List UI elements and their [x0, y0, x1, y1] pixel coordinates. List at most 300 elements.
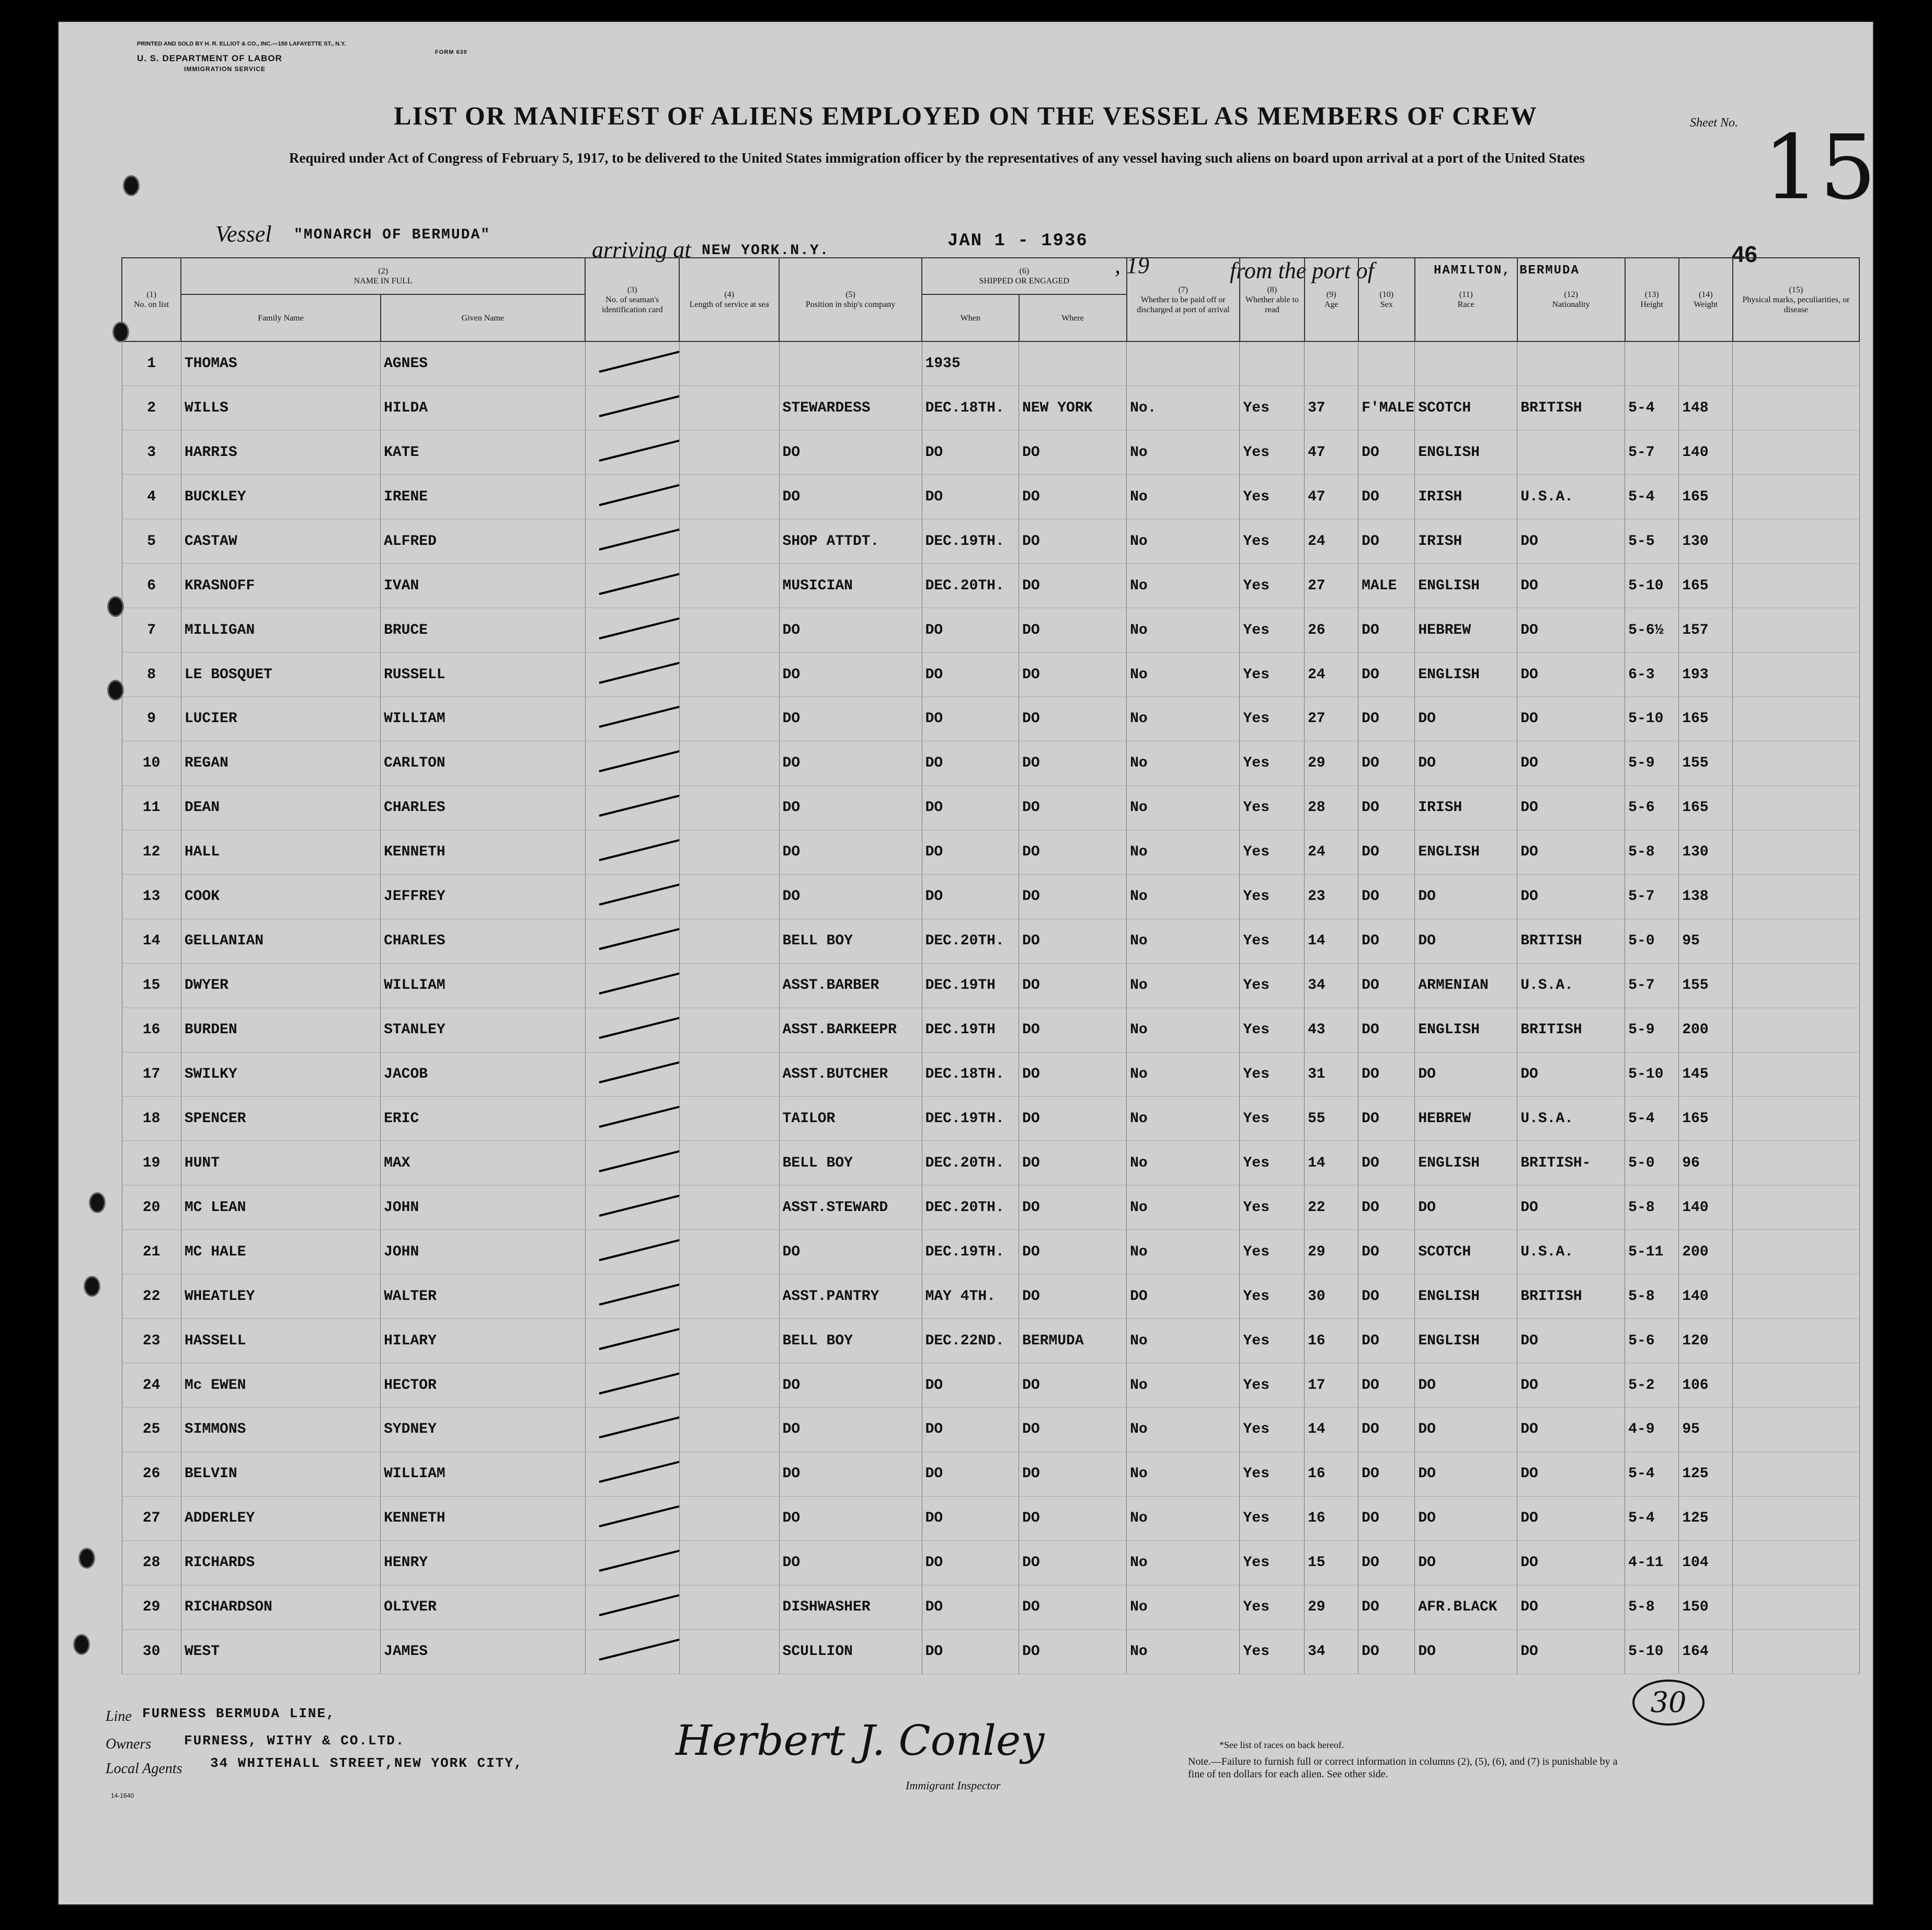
physical-marks — [1733, 1230, 1859, 1274]
id-card-mark — [585, 430, 679, 475]
table-row — [122, 1008, 1859, 1052]
page-title: LIST OR MANIFEST OF ALIENS EMPLOYED ON THE VESSEL AS MEMBERS OF CREW — [394, 101, 1538, 130]
able-to-read: Yes — [1240, 741, 1305, 785]
paid-off: No — [1127, 1363, 1240, 1408]
table-row — [122, 1230, 1859, 1274]
row-number: 17 — [122, 1052, 181, 1097]
age: 43 — [1305, 1008, 1358, 1052]
table-row — [122, 919, 1859, 963]
paid-off: No. — [1127, 386, 1240, 430]
shipped-where: DO — [1019, 1052, 1127, 1097]
nationality: BRITISH — [1517, 386, 1625, 430]
physical-marks — [1733, 1097, 1859, 1141]
given-name: WILLIAM — [381, 963, 586, 1008]
height: 5-8 — [1625, 1585, 1679, 1629]
able-to-read: Yes — [1240, 1230, 1305, 1274]
height: 5-8 — [1625, 1185, 1679, 1230]
col-family-name-header: Family Name — [181, 294, 380, 341]
paid-off: No — [1127, 697, 1240, 741]
check-mark-stroke — [589, 390, 680, 421]
sex: DO — [1358, 475, 1415, 519]
sex: DO — [1358, 1408, 1415, 1452]
page-number: 46 — [1732, 242, 1757, 267]
age: 16 — [1305, 1452, 1358, 1496]
col-age-header: (9) Age — [1305, 258, 1358, 341]
shipped-when: DEC.19TH — [922, 963, 1019, 1008]
given-name: WILLIAM — [381, 1452, 586, 1496]
paid-off: No — [1127, 874, 1240, 919]
id-card-mark — [585, 475, 679, 519]
position: MUSICIAN — [779, 564, 922, 608]
row-number: 3 — [122, 430, 181, 475]
shipped-when: DO — [922, 430, 1019, 475]
race: ENGLISH — [1415, 1141, 1517, 1185]
race: DO — [1415, 1052, 1517, 1097]
able-to-read: Yes — [1240, 430, 1305, 475]
sex: DO — [1358, 608, 1415, 653]
sex — [1358, 341, 1415, 386]
table-row — [122, 785, 1859, 830]
service-length — [679, 1052, 779, 1097]
table-row — [122, 1408, 1859, 1452]
service-length — [679, 608, 779, 653]
height: 5-10 — [1625, 697, 1679, 741]
table-row — [122, 963, 1859, 1008]
sex: DO — [1358, 1008, 1415, 1052]
table-row — [122, 475, 1859, 519]
physical-marks — [1733, 785, 1859, 830]
sex: DO — [1358, 1185, 1415, 1230]
race: DO — [1415, 1185, 1517, 1230]
weight: 96 — [1679, 1141, 1733, 1185]
age: 27 — [1305, 697, 1358, 741]
paid-off: No — [1127, 1141, 1240, 1185]
family-name: DWYER — [181, 963, 380, 1008]
weight: 145 — [1679, 1052, 1733, 1097]
able-to-read: Yes — [1240, 963, 1305, 1008]
vessel-label: Vessel — [215, 221, 272, 247]
able-to-read: Yes — [1240, 1052, 1305, 1097]
shipped-where: DO — [1019, 741, 1127, 785]
race: IRISH — [1415, 475, 1517, 519]
shipped-where: NEW YORK — [1019, 386, 1127, 430]
table-row — [122, 1585, 1859, 1629]
able-to-read: Yes — [1240, 1008, 1305, 1052]
able-to-read: Yes — [1240, 1540, 1305, 1585]
sex: DO — [1358, 874, 1415, 919]
shipped-where: DO — [1019, 1097, 1127, 1141]
service-length — [679, 697, 779, 741]
paid-off: No — [1127, 475, 1240, 519]
shipped-when: DEC.20TH. — [922, 1141, 1019, 1185]
physical-marks — [1733, 830, 1859, 874]
nationality: DO — [1517, 1319, 1625, 1363]
sex: DO — [1358, 653, 1415, 697]
height: 5-11 — [1625, 1230, 1679, 1274]
age: 47 — [1305, 430, 1358, 475]
position: DO — [779, 785, 922, 830]
sex: DO — [1358, 919, 1415, 963]
shipped-when: DO — [922, 830, 1019, 874]
sheet-number: 15 — [1763, 116, 1877, 220]
shipped-where: DO — [1019, 830, 1127, 874]
fine-note: Note.—Failure to furnish full or correct information in columns (2), (5), (6), and (7) is punishable by a fine of ten dollars for each alien. See other side. — [1188, 1756, 1618, 1780]
family-name: GELLANIAN — [181, 919, 380, 963]
id-card-mark — [585, 1408, 679, 1452]
height: 4-9 — [1625, 1408, 1679, 1452]
id-card-mark — [585, 697, 679, 741]
shipped-when: DEC.18TH. — [922, 386, 1019, 430]
nationality: DO — [1517, 1052, 1625, 1097]
table-row — [122, 341, 1859, 386]
shipped-when: DEC.22ND. — [922, 1319, 1019, 1363]
height: 5-0 — [1625, 919, 1679, 963]
arriving-label: arriving at — [592, 237, 691, 262]
weight: 130 — [1679, 519, 1733, 564]
id-card-mark — [585, 785, 679, 830]
shipped-when: DO — [922, 1540, 1019, 1585]
shipped-when: DO — [922, 1408, 1019, 1452]
physical-marks — [1733, 1629, 1859, 1674]
position: DO — [779, 1363, 922, 1408]
col-marks-header: (15) Physical marks, peculiarities, or disease — [1733, 258, 1859, 341]
shipped-where: DO — [1019, 919, 1127, 963]
position: DO — [779, 653, 922, 697]
id-card-mark — [585, 1097, 679, 1141]
check-mark-stroke — [589, 1589, 680, 1620]
col-when-header: When — [922, 294, 1019, 341]
sex: DO — [1358, 1629, 1415, 1674]
nationality: DO — [1517, 874, 1625, 919]
given-name: SYDNEY — [381, 1408, 586, 1452]
able-to-read: Yes — [1240, 1585, 1305, 1629]
table-row — [122, 1363, 1859, 1408]
age: 27 — [1305, 564, 1358, 608]
able-to-read: Yes — [1240, 1496, 1305, 1540]
given-name: KENNETH — [381, 830, 586, 874]
shipped-where: DO — [1019, 1008, 1127, 1052]
family-name: MC HALE — [181, 1230, 380, 1274]
nationality: DO — [1517, 1185, 1625, 1230]
able-to-read: Yes — [1240, 475, 1305, 519]
nationality: BRITISH — [1517, 919, 1625, 963]
nationality: BRITISH — [1517, 1008, 1625, 1052]
age — [1305, 341, 1358, 386]
height: 5-4 — [1625, 475, 1679, 519]
position: BELL BOY — [779, 1141, 922, 1185]
row-number: 27 — [122, 1496, 181, 1540]
paid-off: No — [1127, 1496, 1240, 1540]
shipped-where: DO — [1019, 1452, 1127, 1496]
check-mark-stroke — [589, 346, 680, 377]
race: DO — [1415, 874, 1517, 919]
check-mark-stroke — [589, 523, 680, 555]
check-mark-stroke — [589, 745, 680, 776]
department-name: U. S. DEPARTMENT OF LABOR — [137, 53, 282, 63]
shipped-where: DO — [1019, 1540, 1127, 1585]
physical-marks — [1733, 1141, 1859, 1185]
check-mark-stroke — [589, 1456, 680, 1487]
races-note: *See list of races on back hereof. — [1219, 1740, 1344, 1750]
table-row — [122, 1052, 1859, 1097]
form-code: 14-1640 — [111, 1792, 134, 1799]
row-number: 2 — [122, 386, 181, 430]
id-card-mark — [585, 919, 679, 963]
able-to-read: Yes — [1240, 1274, 1305, 1319]
paid-off: No — [1127, 1230, 1240, 1274]
binder-hole — [78, 1548, 95, 1569]
shipped-where: DO — [1019, 874, 1127, 919]
row-number: 11 — [122, 785, 181, 830]
family-name: HUNT — [181, 1141, 380, 1185]
family-name: LE BOSQUET — [181, 653, 380, 697]
height: 5-4 — [1625, 1097, 1679, 1141]
race: SCOTCH — [1415, 386, 1517, 430]
sex: DO — [1358, 830, 1415, 874]
given-name: OLIVER — [381, 1585, 586, 1629]
service-length — [679, 1274, 779, 1319]
paid-off — [1127, 341, 1240, 386]
age: 29 — [1305, 1585, 1358, 1629]
height: 5-8 — [1625, 1274, 1679, 1319]
id-card-mark — [585, 963, 679, 1008]
agents-label: Local Agents — [106, 1761, 182, 1777]
check-mark-stroke — [589, 1411, 680, 1443]
race: ARMENIAN — [1415, 963, 1517, 1008]
row-number: 16 — [122, 1008, 181, 1052]
nationality: U.S.A. — [1517, 475, 1625, 519]
age: 23 — [1305, 874, 1358, 919]
age: 29 — [1305, 741, 1358, 785]
check-mark-stroke — [589, 1367, 680, 1399]
family-name: BURDEN — [181, 1008, 380, 1052]
table-row — [122, 386, 1859, 430]
able-to-read: Yes — [1240, 1319, 1305, 1363]
race: AFR.BLACK — [1415, 1585, 1517, 1629]
service-length — [679, 1097, 779, 1141]
sex: DO — [1358, 1097, 1415, 1141]
given-name: KATE — [381, 430, 586, 475]
nationality: BRITISH- — [1517, 1141, 1625, 1185]
able-to-read: Yes — [1240, 386, 1305, 430]
age: 34 — [1305, 1629, 1358, 1674]
given-name: KENNETH — [381, 1496, 586, 1540]
check-mark-stroke — [589, 701, 680, 732]
shipped-where: DO — [1019, 430, 1127, 475]
family-name: THOMAS — [181, 341, 380, 386]
position: DO — [779, 1230, 922, 1274]
check-mark-stroke — [589, 834, 680, 865]
age: 28 — [1305, 785, 1358, 830]
family-name: ADDERLEY — [181, 1496, 380, 1540]
owners: FURNESS, WITHY & CO.LTD. — [184, 1733, 405, 1749]
able-to-read: Yes — [1240, 1141, 1305, 1185]
height: 5-6½ — [1625, 608, 1679, 653]
physical-marks — [1733, 1185, 1859, 1230]
able-to-read: Yes — [1240, 1408, 1305, 1452]
shipped-when: DEC.19TH. — [922, 1230, 1019, 1274]
race: DO — [1415, 1629, 1517, 1674]
service-length — [679, 919, 779, 963]
row-number: 21 — [122, 1230, 181, 1274]
shipped-when: MAY 4TH. — [922, 1274, 1019, 1319]
physical-marks — [1733, 1496, 1859, 1540]
given-name: RUSSELL — [381, 653, 586, 697]
sex: DO — [1358, 697, 1415, 741]
paid-off: No — [1127, 608, 1240, 653]
given-name: ERIC — [381, 1097, 586, 1141]
service-name: IMMIGRATION SERVICE — [184, 65, 266, 73]
able-to-read: Yes — [1240, 785, 1305, 830]
service-length — [679, 1185, 779, 1230]
height: 5-6 — [1625, 1319, 1679, 1363]
age: 24 — [1305, 653, 1358, 697]
shipped-where: BERMUDA — [1019, 1319, 1127, 1363]
position: DO — [779, 741, 922, 785]
weight: 148 — [1679, 386, 1733, 430]
age: 22 — [1305, 1185, 1358, 1230]
given-name: STANLEY — [381, 1008, 586, 1052]
check-mark-stroke — [589, 1190, 680, 1221]
row-number: 22 — [122, 1274, 181, 1319]
paid-off: No — [1127, 1585, 1240, 1629]
given-name: IRENE — [381, 475, 586, 519]
nationality: U.S.A. — [1517, 1230, 1625, 1274]
able-to-read: Yes — [1240, 830, 1305, 874]
row-number: 19 — [122, 1141, 181, 1185]
binder-hole — [89, 1192, 106, 1213]
shipped-when: DEC.18TH. — [922, 1052, 1019, 1097]
sex: DO — [1358, 741, 1415, 785]
sex: DO — [1358, 1230, 1415, 1274]
family-name: WILLS — [181, 386, 380, 430]
binder-hole — [84, 1276, 100, 1297]
weight: 155 — [1679, 963, 1733, 1008]
height: 5-10 — [1625, 564, 1679, 608]
col-shipped-header: (6) SHIPPED OR ENGAGED — [922, 258, 1127, 294]
shipping-line: FURNESS BERMUDA LINE, — [142, 1706, 336, 1721]
check-mark-stroke — [589, 568, 680, 599]
position: SHOP ATTDT. — [779, 519, 922, 564]
row-number: 14 — [122, 919, 181, 963]
weight: 200 — [1679, 1230, 1733, 1274]
given-name: IVAN — [381, 564, 586, 608]
id-card-mark — [585, 519, 679, 564]
sex: DO — [1358, 1363, 1415, 1408]
row-number: 12 — [122, 830, 181, 874]
able-to-read: Yes — [1240, 1629, 1305, 1674]
col-service-header: (4) Length of service at sea — [679, 258, 779, 341]
physical-marks — [1733, 1585, 1859, 1629]
col-name-header: (2) NAME IN FULL — [181, 258, 585, 294]
table-row — [122, 1097, 1859, 1141]
shipped-where: DO — [1019, 1496, 1127, 1540]
given-name: ALFRED — [381, 519, 586, 564]
nationality: DO — [1517, 1496, 1625, 1540]
row-number: 13 — [122, 874, 181, 919]
given-name: HENRY — [381, 1540, 586, 1585]
position: DO — [779, 1452, 922, 1496]
height: 5-10 — [1625, 1629, 1679, 1674]
sex: DO — [1358, 1540, 1415, 1585]
id-card-mark — [585, 1363, 679, 1408]
shipped-when: 1935 — [922, 341, 1019, 386]
physical-marks — [1733, 697, 1859, 741]
col-weight-header: (14) Weight — [1679, 258, 1733, 341]
shipped-where: DO — [1019, 1185, 1127, 1230]
binder-hole — [107, 680, 124, 701]
check-mark-stroke — [589, 612, 680, 644]
age: 14 — [1305, 919, 1358, 963]
given-name: CARLTON — [381, 741, 586, 785]
race: DO — [1415, 1408, 1517, 1452]
age: 55 — [1305, 1097, 1358, 1141]
physical-marks — [1733, 1363, 1859, 1408]
age: 37 — [1305, 386, 1358, 430]
age: 16 — [1305, 1319, 1358, 1363]
given-name: HILDA — [381, 386, 586, 430]
age: 26 — [1305, 608, 1358, 653]
position: DO — [779, 1408, 922, 1452]
id-card-mark — [585, 386, 679, 430]
shipped-when: DEC.20TH. — [922, 564, 1019, 608]
crew-manifest-table — [121, 257, 1860, 1674]
family-name: RICHARDS — [181, 1540, 380, 1585]
local-agents: 34 WHITEHALL STREET,NEW YORK CITY, — [210, 1755, 523, 1771]
able-to-read: Yes — [1240, 874, 1305, 919]
nationality: DO — [1517, 608, 1625, 653]
service-length — [679, 1452, 779, 1496]
id-card-mark — [585, 341, 679, 386]
weight: 193 — [1679, 653, 1733, 697]
given-name: BRUCE — [381, 608, 586, 653]
height: 5-0 — [1625, 1141, 1679, 1185]
paid-off: No — [1127, 653, 1240, 697]
weight: 140 — [1679, 1274, 1733, 1319]
sex: DO — [1358, 430, 1415, 475]
shipped-where: DO — [1019, 1274, 1127, 1319]
total-count: 30 — [1632, 1680, 1705, 1726]
weight: 165 — [1679, 697, 1733, 741]
check-mark-stroke — [589, 1012, 680, 1043]
check-mark-stroke — [589, 1278, 680, 1310]
table-row — [122, 830, 1859, 874]
arrival-port: NEW YORK.N.Y. — [702, 243, 830, 259]
race: IRISH — [1415, 519, 1517, 564]
weight: 165 — [1679, 1097, 1733, 1141]
able-to-read: Yes — [1240, 653, 1305, 697]
height: 5-4 — [1625, 1452, 1679, 1496]
service-length — [679, 741, 779, 785]
physical-marks — [1733, 1274, 1859, 1319]
nationality: DO — [1517, 1540, 1625, 1585]
col-sex-header: (10) Sex — [1358, 258, 1415, 341]
id-card-mark — [585, 1052, 679, 1097]
paid-off: No — [1127, 1185, 1240, 1230]
physical-marks — [1733, 1452, 1859, 1496]
nationality: DO — [1517, 653, 1625, 697]
service-length — [679, 963, 779, 1008]
col-no-header: (1) No. on list — [122, 258, 181, 341]
height: 6-3 — [1625, 653, 1679, 697]
given-name: AGNES — [381, 341, 586, 386]
race: HEBREW — [1415, 1097, 1517, 1141]
family-name: HARRIS — [181, 430, 380, 475]
check-mark-stroke — [589, 1500, 680, 1532]
shipped-where: DO — [1019, 1230, 1127, 1274]
weight: 104 — [1679, 1540, 1733, 1585]
check-mark-stroke — [589, 1145, 680, 1177]
